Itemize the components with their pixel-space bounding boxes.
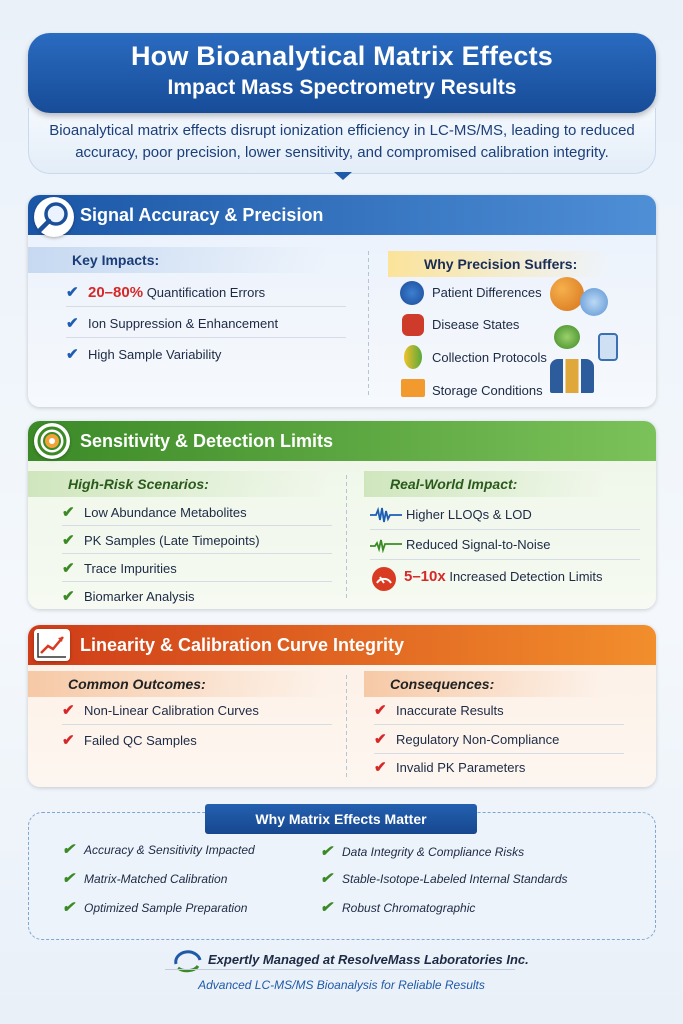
- outcomes-heading: Common Outcomes:: [28, 671, 328, 697]
- noise-icon: [370, 537, 402, 553]
- section-linearity: [28, 625, 656, 787]
- list-item: Reduced Signal-to-Noise: [406, 537, 551, 552]
- collection-icon: [404, 345, 422, 369]
- list-item: ✔ Regulatory Non-Compliance: [374, 731, 560, 748]
- patient-icon: [400, 281, 424, 305]
- section-title: Linearity & Calibration Curve Integrity: [28, 625, 656, 665]
- intro-pointer: [334, 172, 352, 180]
- list-item: Disease States: [432, 317, 520, 332]
- plant-illustration: [554, 325, 580, 349]
- list-item: Higher LLOQs & LOD: [406, 507, 532, 522]
- tagline: Advanced LC-MS/MS Bioanalysis for Reliable Results: [198, 978, 485, 992]
- molecule-illustration: [550, 277, 584, 311]
- list-item: ✔ PK Samples (Late Timepoints): [62, 532, 260, 549]
- scenarios-heading: High-Risk Scenarios:: [28, 471, 328, 497]
- magnifier-icon: [34, 197, 74, 237]
- list-item: ✔ Non-Linear Calibration Curves: [62, 702, 259, 719]
- key-impacts-heading: Key Impacts:: [28, 247, 328, 273]
- section-title: Signal Accuracy & Precision: [28, 195, 656, 235]
- list-item: ✔ 20–80% Quantification Errors: [66, 284, 266, 301]
- list-item: ✔ Optimized Sample Preparation: [62, 899, 248, 916]
- list-item: ✔ Low Abundance Metabolites: [62, 504, 247, 521]
- disease-icon: [402, 314, 424, 336]
- list-item: ✔ Robust Chromatographic: [320, 899, 476, 916]
- list-item: ✔ Invalid PK Parameters: [374, 759, 526, 776]
- list-item: ✔ Data Integrity & Compliance Risks: [320, 843, 525, 860]
- page-title: How Bioanalytical Matrix Effects: [130, 41, 553, 71]
- intro-line2: accuracy, poor precision, lower sensitivity, and compromised calibration integrity.: [75, 144, 609, 161]
- section-signal-accuracy: [28, 195, 656, 407]
- vial-illustration: [598, 333, 618, 361]
- title-banner: [28, 33, 656, 113]
- trend-chart-icon: [34, 629, 70, 661]
- footer-divider: [165, 969, 515, 970]
- storage-icon: [401, 379, 425, 397]
- list-item: ✔ Stable-Isotope-Labeled Internal Standards: [320, 870, 568, 887]
- cell-illustration: [580, 288, 608, 316]
- list-item: ✔ Trace Impurities: [62, 560, 177, 577]
- list-item: 5–10x Increased Detection Limits: [404, 568, 603, 585]
- intro-line1: Bioanalytical matrix effects disrupt ionization efficiency in LC-MS/MS, leading to reduced: [49, 122, 635, 139]
- intro-box: [28, 108, 656, 174]
- section-sensitivity: [28, 421, 656, 609]
- consequences-heading: Consequences:: [364, 671, 604, 697]
- list-item: ✔ Biomarker Analysis: [62, 588, 195, 605]
- list-item: ✔ Ion Suppression & Enhancement: [66, 315, 279, 332]
- company-logo-icon: [172, 950, 204, 976]
- list-item: ✔ Accuracy & Sensitivity Impacted: [62, 841, 255, 858]
- list-item: Patient Differences: [432, 285, 542, 300]
- people-illustration: [550, 359, 594, 393]
- list-item: Storage Conditions: [432, 383, 543, 398]
- company-line: Expertly Managed at ResolveMass Laboratories Inc.: [208, 952, 529, 967]
- list-item: ✔ Matrix-Matched Calibration: [62, 870, 228, 887]
- precision-heading: Why Precision Suffers:: [388, 251, 608, 277]
- waveform-icon: [370, 507, 402, 523]
- list-item: ✔ Failed QC Samples: [62, 732, 197, 749]
- impact-heading: Real-World Impact:: [364, 471, 604, 497]
- why-matters-title: Why Matrix Effects Matter: [205, 804, 477, 834]
- list-item: ✔ Inaccurate Results: [374, 702, 504, 719]
- gauge-icon: [372, 567, 396, 591]
- page-subtitle: Impact Mass Spectrometry Results: [167, 76, 517, 99]
- target-icon: [34, 423, 70, 459]
- section-title: Sensitivity & Detection Limits: [28, 421, 656, 461]
- list-item: Collection Protocols: [432, 350, 547, 365]
- list-item: ✔ High Sample Variability: [66, 346, 222, 363]
